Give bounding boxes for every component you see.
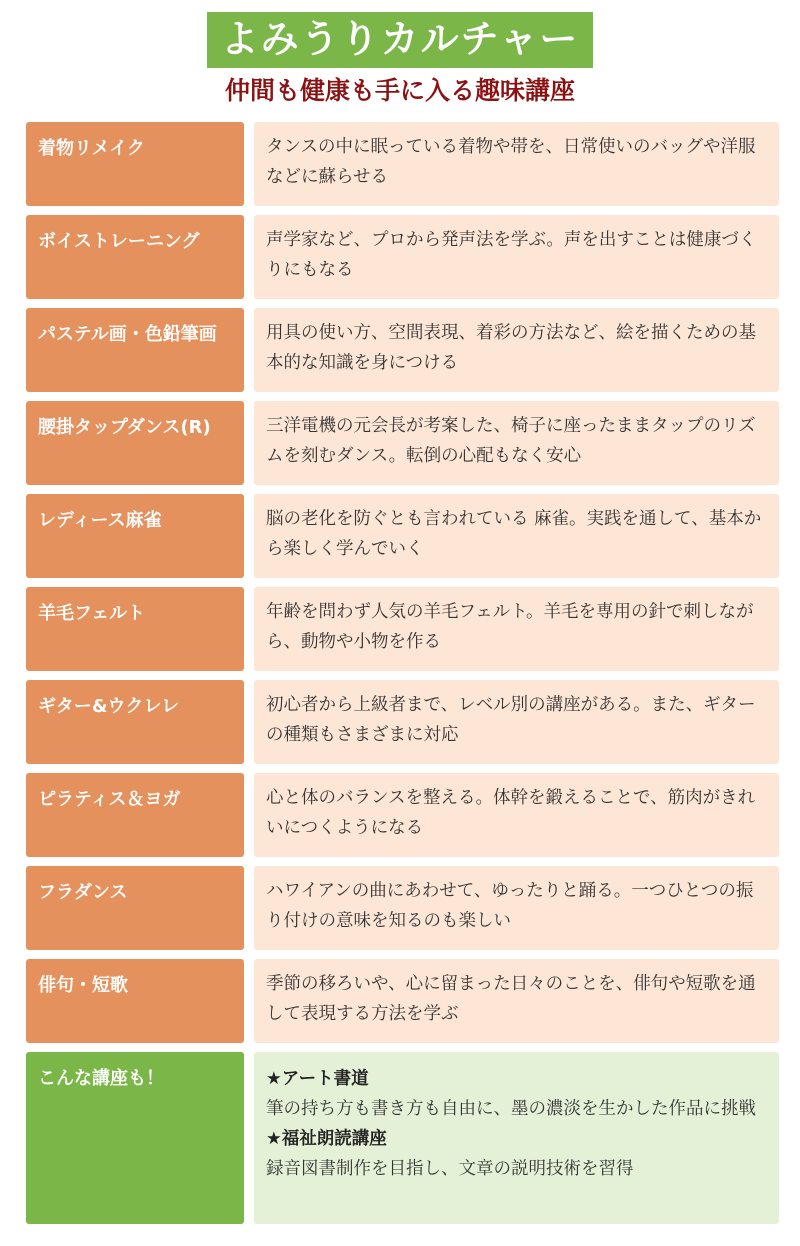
course-description: 三洋電機の元会長が考案した、椅子に座ったままタップのリズムを刻むダンス。転倒の心配もなく安心 bbox=[254, 401, 779, 485]
course-name: 俳句・短歌 bbox=[26, 959, 244, 1043]
course-row bbox=[26, 959, 779, 1043]
course-row bbox=[26, 494, 779, 578]
course-name: フラダンス bbox=[26, 866, 244, 950]
extra-courses-description bbox=[254, 1052, 779, 1224]
extra-course-title: ★福祉朗読講座 bbox=[266, 1129, 387, 1149]
course-row bbox=[26, 401, 779, 485]
course-description: 初心者から上級者まで、レベル別の講座がある。また、ギターの種類もさまざまに対応 bbox=[254, 680, 779, 764]
course-name: ギター&ウクレレ bbox=[26, 680, 244, 764]
page-title: よみうりカルチャー bbox=[207, 12, 594, 68]
course-description: 心と体のバランスを整える。体幹を鍛えることで、筋肉がきれいにつくようになる bbox=[254, 773, 779, 857]
extra-course-description: 筆の持ち方も書き方も自由に、墨の濃淡を生かした作品に挑戦 bbox=[266, 1099, 756, 1119]
course-name: ピラティス＆ヨガ bbox=[26, 773, 244, 857]
course-description: 声学家など、プロから発声法を学ぶ。声を出すことは健康づくりにもなる bbox=[254, 215, 779, 299]
course-row bbox=[26, 587, 779, 671]
page-subtitle: 仲間も健康も手に入る趣味講座 bbox=[224, 76, 575, 105]
course-description: ハワイアンの曲にあわせて、ゆったりと踊る。一つひとつの振り付けの意味を知るのも楽しい bbox=[254, 866, 779, 950]
extra-courses-row bbox=[26, 1052, 779, 1224]
extra-courses-label: こんな講座も！ bbox=[26, 1052, 244, 1224]
header bbox=[0, 0, 800, 108]
course-row bbox=[26, 122, 779, 206]
course-name: パステル画・色鉛筆画 bbox=[26, 308, 244, 392]
course-row bbox=[26, 680, 779, 764]
course-name: レディース麻雀 bbox=[26, 494, 244, 578]
extra-course-title: ★アート書道 bbox=[266, 1069, 369, 1089]
course-description: 年齢を問わず人気の羊毛フェルト。羊毛を専用の針で刺しながら、動物や小物を作る bbox=[254, 587, 779, 671]
course-name: 着物リメイク bbox=[26, 122, 244, 206]
course-table bbox=[26, 122, 779, 1224]
course-name: 腰掛タップダンス(R) bbox=[26, 401, 244, 485]
course-row bbox=[26, 215, 779, 299]
course-row bbox=[26, 866, 779, 950]
course-description: 脳の老化を防ぐとも言われている 麻雀。実践を通して、基本から楽しく学んでいく bbox=[254, 494, 779, 578]
course-name: ボイストレーニング bbox=[26, 215, 244, 299]
course-row bbox=[26, 308, 779, 392]
course-row bbox=[26, 773, 779, 857]
course-description: タンスの中に眠っている着物や帯を、日常使いのバッグや洋服などに蘇らせる bbox=[254, 122, 779, 206]
course-description: 用具の使い方、空間表現、着彩の方法など、絵を描くための基本的な知識を身につける bbox=[254, 308, 779, 392]
course-name: 羊毛フェルト bbox=[26, 587, 244, 671]
course-description: 季節の移ろいや、心に留まった日々のことを、俳句や短歌を通して表現する方法を学ぶ bbox=[254, 959, 779, 1043]
extra-course-description: 録音図書制作を目指し、文章の説明技術を習得 bbox=[266, 1159, 634, 1179]
